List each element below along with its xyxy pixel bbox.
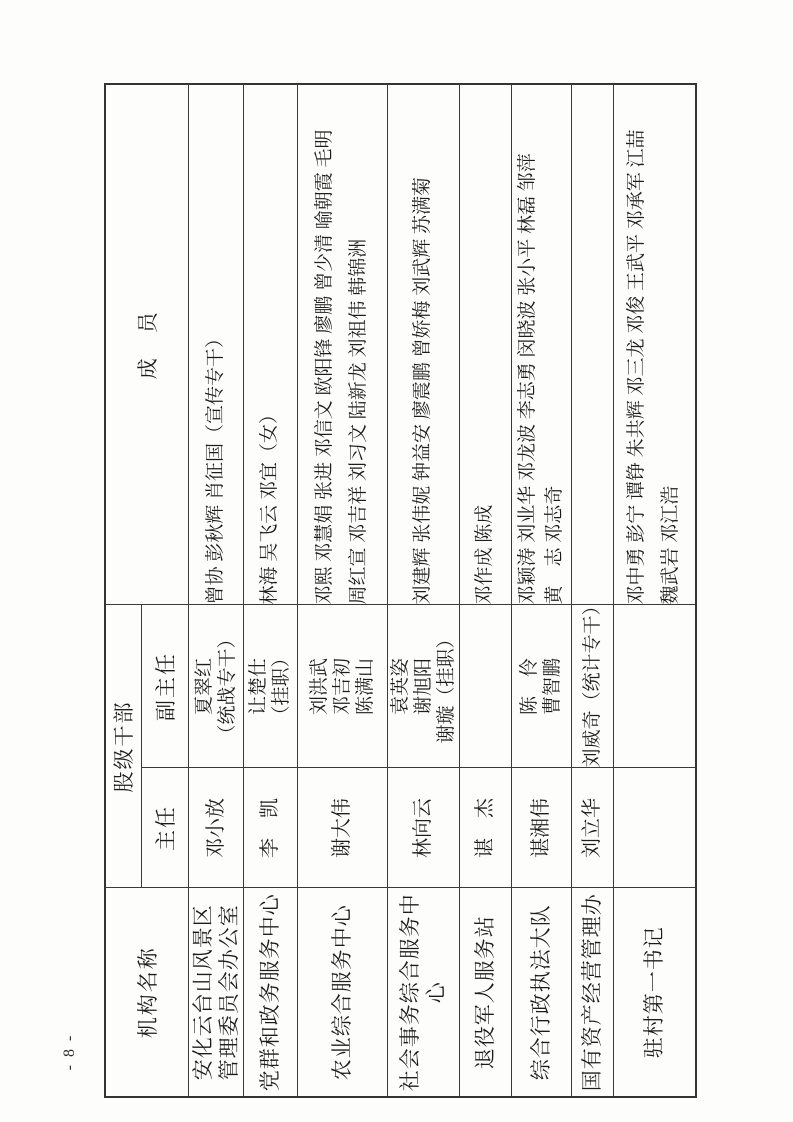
members-cell: 邓熙 邓慧娟 张进 邓信文 欧阳锋 廖鹏 曾少清 喻朝霞 毛明 周红宣 邓吉祥 刘习文 陆新龙 刘祖伟 韩锦洲 <box>297 84 387 605</box>
landscape-table-area <box>104 85 695 1098</box>
header-deputy-director: 副主任 <box>141 605 188 768</box>
table-row <box>613 84 696 1097</box>
deputy-director-cell: 让楚仕 （挂职） <box>243 605 297 768</box>
director-cell: 林向云 <box>387 768 459 888</box>
table-row <box>459 84 511 1097</box>
members-cell: 林海 吴飞云 邓宜（女） <box>243 84 297 605</box>
header-cadre-group: 股级干部 <box>105 605 141 888</box>
org-name-cell: 农业综合服务中心 <box>297 888 387 1097</box>
members-cell: 邓作成 陈成 <box>459 84 511 605</box>
members-cell: 刘建辉 张伟妮 钟益安 廖震鹏 曾娇梅 刘武辉 苏满菊 <box>387 84 459 605</box>
director-cell: 谢大伟 <box>297 768 387 888</box>
org-name-cell: 国有资产经营管理办 <box>571 888 613 1097</box>
director-cell: 邓小放 <box>188 768 243 888</box>
header-director: 主任 <box>141 768 188 888</box>
header-org-name: 机构名称 <box>105 888 188 1097</box>
deputy-director-cell <box>613 605 696 768</box>
members-cell <box>571 84 613 605</box>
header-members: 成 员 <box>105 84 188 605</box>
page-number: - 8 - <box>61 1033 78 1071</box>
org-name-cell: 退役军人服务站 <box>459 888 511 1097</box>
deputy-director-cell: 陈 伶 曹智鹏 <box>511 605 571 768</box>
org-name-cell: 驻村第一书记 <box>613 888 696 1097</box>
table-row <box>571 84 613 1097</box>
org-name-cell: 党群和政务服务中心 <box>243 888 297 1097</box>
org-name-cell: 安化云台山风景区 管理委员会办公室 <box>188 888 243 1097</box>
director-cell: 李 凯 <box>243 768 297 888</box>
table-row <box>297 84 387 1097</box>
members-cell: 邓颖涛 刘业华 邓龙波 李志勇 闵晓波 张小平 林磊 邹萍 黄 志 邓志奇 <box>511 84 571 605</box>
director-cell <box>613 768 696 888</box>
rotated-table-container <box>104 85 695 1098</box>
org-name-cell: 社会事务综合服务中心 <box>387 888 459 1097</box>
deputy-director-cell: 刘洪武 邓吉初 陈满山 <box>297 605 387 768</box>
director-cell: 刘立华 <box>571 768 613 888</box>
org-name-cell: 综合行政执法大队 <box>511 888 571 1097</box>
table-row <box>387 84 459 1097</box>
director-cell: 谌湘伟 <box>511 768 571 888</box>
deputy-director-cell <box>459 605 511 768</box>
table-row <box>243 84 297 1097</box>
table-row <box>511 84 571 1097</box>
table-row <box>188 84 243 1097</box>
deputy-director-cell: 刘威奇（统计专干） <box>571 605 613 768</box>
cadre-table <box>104 83 697 1098</box>
members-cell: 邓中勇 彭宁 谭铮 朱共辉 邓三龙 邓俊 王武平 邓承军 江喆 魏武岩 邓江浩 <box>613 84 696 605</box>
members-cell: 曾协 彭秋辉 肖征国（宣传专干） <box>188 84 243 605</box>
director-cell: 谌 杰 <box>459 768 511 888</box>
header-row-top <box>105 84 141 1097</box>
deputy-director-cell: 夏翠红 （统战专干） <box>188 605 243 768</box>
deputy-director-cell: 袁英姿 谢旭阳 谢璇（挂职） <box>387 605 459 768</box>
